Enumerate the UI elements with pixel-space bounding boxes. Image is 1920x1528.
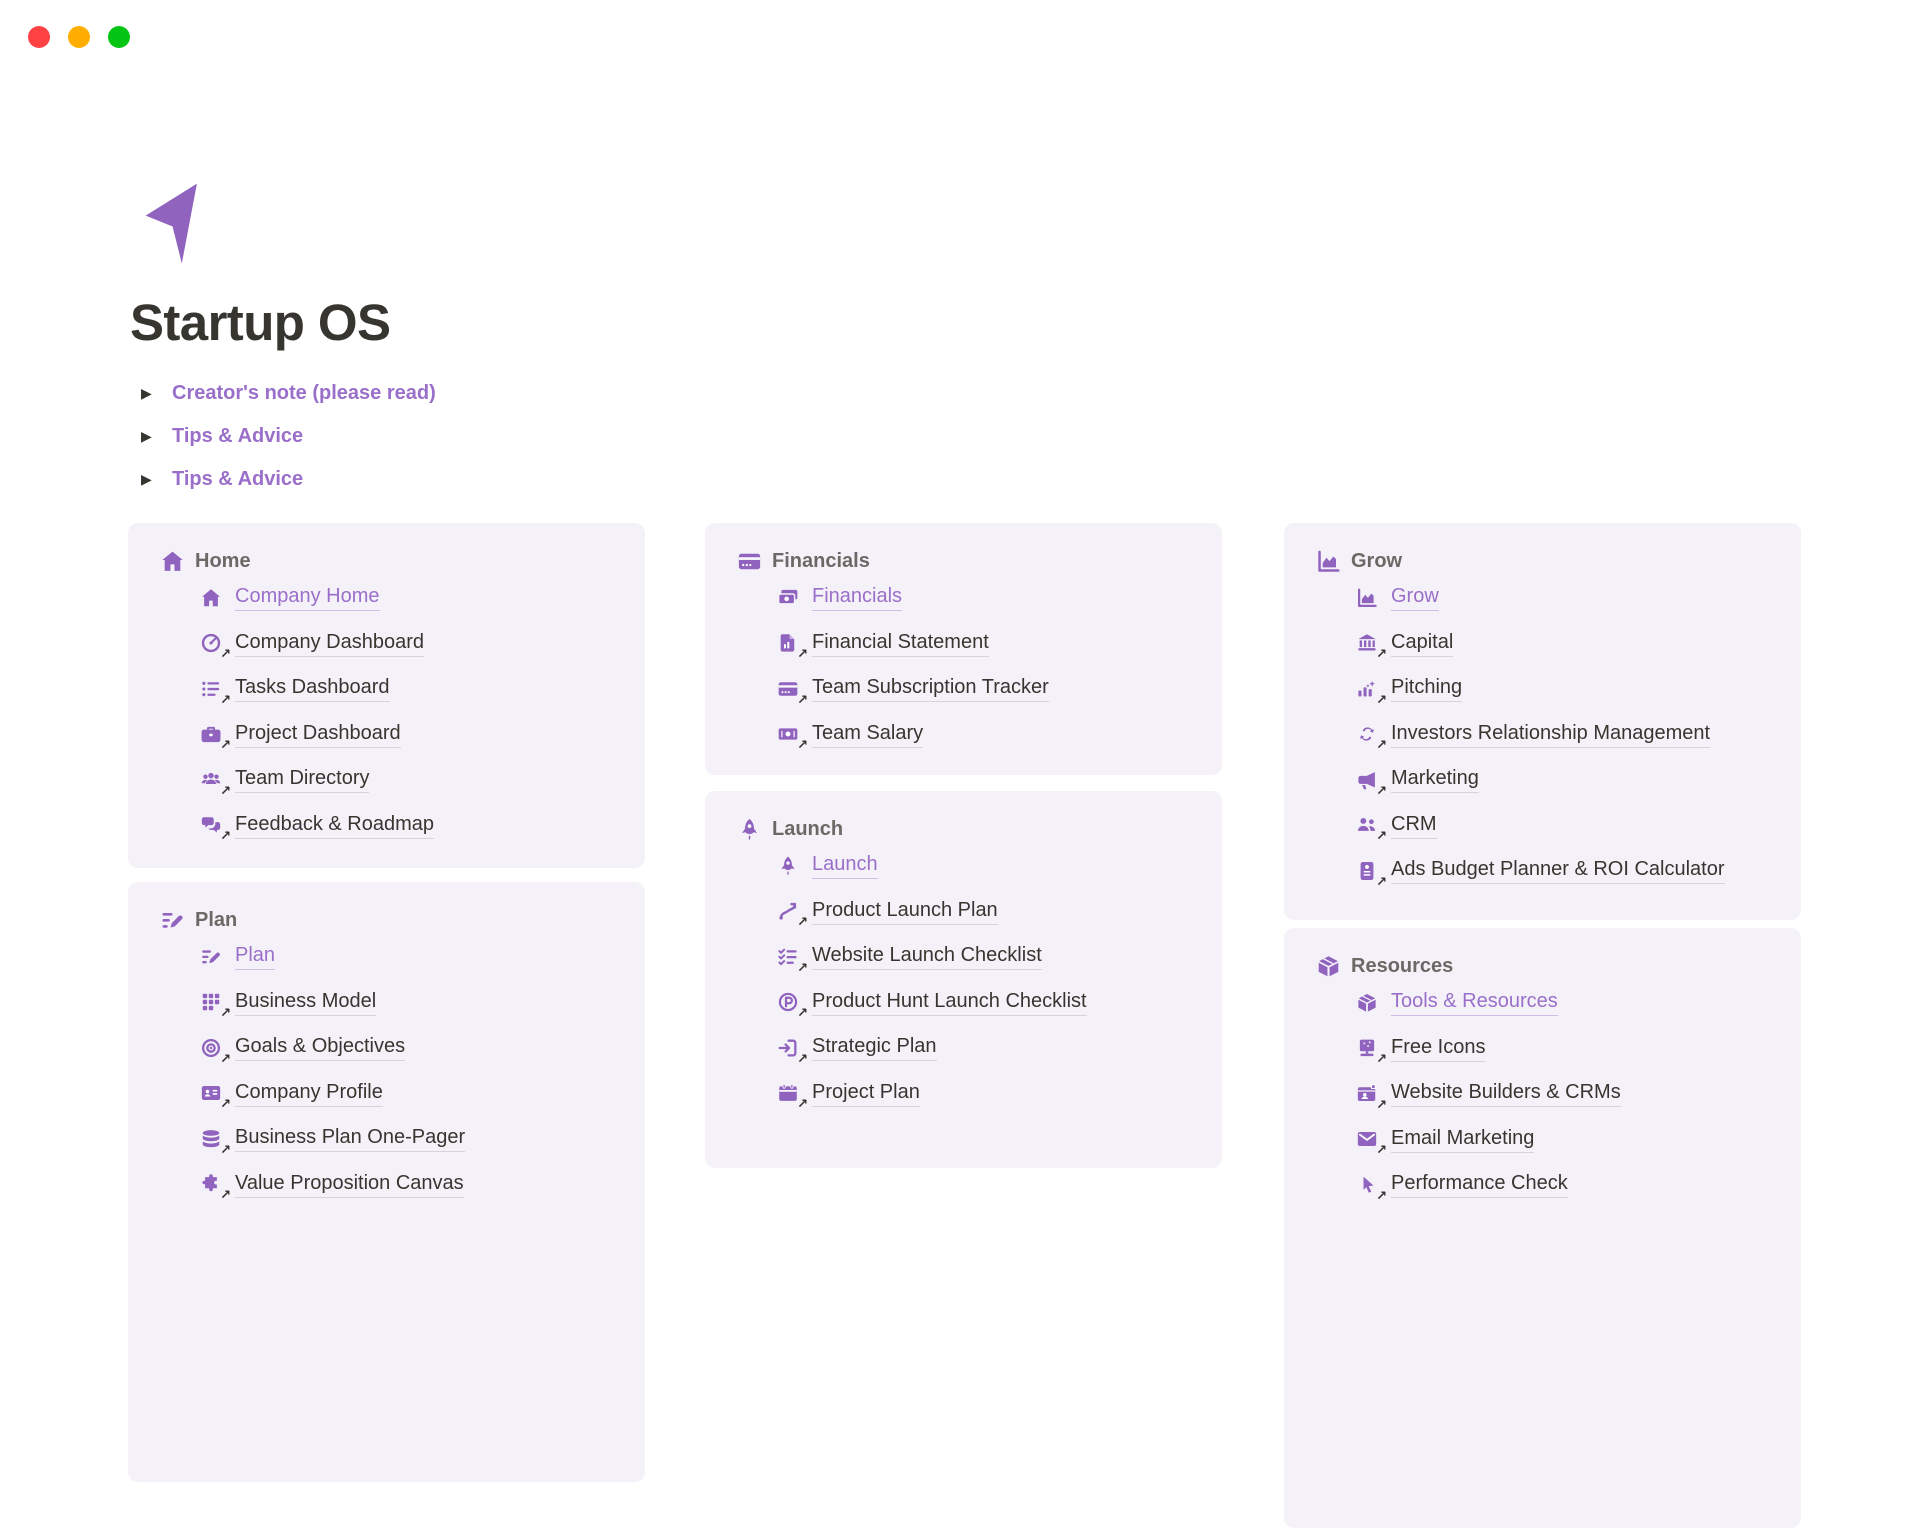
page-link-label: Tasks Dashboard (235, 675, 390, 702)
bank-icon (1356, 631, 1387, 663)
page-icon-paper-plane-icon[interactable] (142, 182, 230, 266)
page-link-product-hunt-launch-checklist[interactable] (777, 980, 1190, 1026)
link-arrow-icon: ↗ (220, 647, 231, 663)
toggle-list (141, 372, 436, 501)
page-link-team-subscription-tracker[interactable] (777, 666, 1190, 712)
page-link-label: Product Hunt Launch Checklist (812, 989, 1087, 1016)
window-controls (28, 26, 130, 48)
page-link-tools-resources[interactable] (1356, 980, 1769, 1026)
page-link-project-plan[interactable] (777, 1071, 1190, 1117)
column-1 (128, 523, 645, 1482)
link-arrow-icon: ↗ (797, 1006, 808, 1022)
page-link-label: Pitching (1391, 675, 1462, 702)
link-arrow-icon: ↗ (1376, 692, 1387, 708)
area-chart-icon (1356, 586, 1380, 610)
link-arrow-icon: ↗ (220, 783, 231, 799)
page-link-financial-statement[interactable] (777, 621, 1190, 667)
page-link-label: Grow (1391, 584, 1439, 611)
window-control-zoom[interactable] (108, 26, 130, 48)
page-link-label: Website Builders & CRMs (1391, 1080, 1621, 1107)
page-link-investors-relationship-management[interactable] (1356, 712, 1769, 758)
link-arrow-icon: ↗ (1376, 1097, 1387, 1113)
page-link-business-plan-one-pager[interactable] (200, 1116, 613, 1162)
house-icon (200, 586, 224, 610)
link-arrow-icon: ↗ (1376, 1052, 1387, 1068)
page-link-free-icons[interactable] (1356, 1026, 1769, 1072)
page-link-value-proposition-canvas[interactable] (200, 1162, 613, 1208)
page-link-label: Capital (1391, 630, 1453, 657)
link-arrow-icon: ↗ (220, 829, 231, 845)
toggle-tips-advice-1[interactable] (141, 415, 436, 458)
banknote-icon (777, 722, 808, 754)
page-link-financials[interactable] (777, 575, 1190, 621)
page-link-label: Investors Relationship Management (1391, 721, 1710, 748)
page-link-label: Company Home (235, 584, 380, 611)
card-header (1316, 952, 1769, 980)
window-control-close[interactable] (28, 26, 50, 48)
page-link-company-profile[interactable] (200, 1071, 613, 1117)
link-arrow-icon: ↗ (1376, 829, 1387, 845)
chat-bubbles-icon (200, 813, 231, 845)
window-control-minimize[interactable] (68, 26, 90, 48)
toggle-triangle-icon[interactable]: ▶ (141, 471, 152, 487)
grid-icon (200, 990, 231, 1022)
card-title: Plan (195, 908, 238, 931)
website-builder-icon (1356, 1082, 1387, 1113)
page-link-performance-check[interactable] (1356, 1162, 1769, 1208)
page-link-product-launch-plan[interactable] (777, 889, 1190, 935)
page-link-list (200, 575, 613, 848)
page-link-goals-objectives[interactable] (200, 1025, 613, 1071)
page-link-label: Financial Statement (812, 630, 989, 657)
rocket-icon (777, 854, 801, 878)
page-link-email-marketing[interactable] (1356, 1117, 1769, 1163)
people-icon (1356, 813, 1387, 845)
page-link-label: Ads Budget Planner & ROI Calculator (1391, 857, 1725, 884)
card-resources (1284, 928, 1801, 1528)
page-link-pitching[interactable] (1356, 666, 1769, 712)
puzzle-icon (200, 1172, 231, 1204)
page-link-label: Performance Check (1391, 1171, 1568, 1198)
link-arrow-icon: ↗ (220, 1142, 231, 1158)
list-pencil-icon (160, 908, 185, 933)
credit-card-icon (777, 677, 808, 708)
page-link-label: Company Profile (235, 1080, 383, 1107)
task-list-icon (200, 677, 231, 708)
page-link-list (777, 575, 1190, 757)
card-title: Financials (772, 549, 870, 572)
page-link-business-model[interactable] (200, 980, 613, 1026)
link-arrow-icon: ↗ (1376, 738, 1387, 754)
page-link-team-directory[interactable] (200, 757, 613, 803)
page-link-label: Product Launch Plan (812, 898, 998, 925)
page-link-list (200, 934, 613, 1207)
gauge-icon (200, 631, 231, 663)
page-title: Startup OS (130, 294, 391, 351)
page-link-label: Business Model (235, 989, 376, 1016)
document-chart-icon (777, 631, 808, 663)
toggle-label: Creator's note (please read) (172, 382, 436, 404)
megaphone-icon (1356, 768, 1387, 799)
toggle-label: Tips & Advice (172, 425, 304, 447)
link-arrow-icon: ↗ (797, 647, 808, 663)
card-title: Launch (772, 817, 844, 840)
card-header (160, 547, 613, 575)
toggle-creator-s-note-please-read-0[interactable] (141, 372, 436, 415)
page-link-list (1356, 575, 1769, 894)
ledger-book-icon (1356, 859, 1387, 890)
stamp-icon (1356, 1036, 1387, 1068)
link-arrow-icon: ↗ (797, 960, 808, 976)
briefcase-icon (200, 722, 231, 754)
link-arrow-icon: ↗ (220, 738, 231, 754)
page-link-label: Marketing (1391, 766, 1479, 793)
page-link-label: Launch (812, 852, 878, 879)
page-link-label: Team Directory (235, 766, 369, 793)
target-icon (200, 1036, 231, 1067)
card-launch (705, 791, 1222, 1168)
page-link-project-dashboard[interactable] (200, 712, 613, 758)
toggle-label: Tips & Advice (172, 468, 304, 490)
page-link-company-dashboard[interactable] (200, 621, 613, 667)
link-arrow-icon: ↗ (220, 1051, 231, 1067)
link-arrow-icon: ↗ (1376, 1143, 1387, 1159)
link-arrow-icon: ↗ (797, 692, 808, 708)
banknotes-icon (777, 586, 801, 610)
page-link-label: Company Dashboard (235, 630, 424, 657)
rocket-icon (737, 817, 762, 842)
page-link-label: Free Icons (1391, 1035, 1485, 1062)
page-link-label: Feedback & Roadmap (235, 812, 434, 839)
page-link-grow[interactable] (1356, 575, 1769, 621)
page-link-label: Financials (812, 584, 902, 611)
card-title: Resources (1351, 954, 1454, 977)
package-icon (1316, 954, 1341, 979)
page-link-label: Plan (235, 943, 275, 970)
link-arrow-icon: ↗ (797, 1051, 808, 1067)
page-link-launch[interactable] (777, 843, 1190, 889)
page-link-capital[interactable] (1356, 621, 1769, 667)
page-link-list (1356, 980, 1769, 1208)
card-grow (1284, 523, 1801, 920)
page-link-label: Business Plan One-Pager (235, 1125, 465, 1152)
page-link-label: CRM (1391, 812, 1437, 839)
page-link-label: Value Proposition Canvas (235, 1171, 464, 1198)
page-link-ads-budget-planner-roi-calculator[interactable] (1356, 848, 1769, 894)
card-title: Grow (1351, 549, 1403, 572)
card-title: Home (195, 549, 251, 572)
page-link-strategic-plan[interactable] (777, 1025, 1190, 1071)
credit-card-icon (737, 549, 762, 574)
page-link-label: Team Salary (812, 721, 923, 748)
card-header (160, 906, 613, 934)
checklist-icon (777, 945, 808, 976)
link-arrow-icon: ↗ (797, 1097, 808, 1113)
database-icon (200, 1127, 231, 1158)
toggle-triangle-icon[interactable]: ▶ (141, 428, 152, 444)
link-arrow-icon: ↗ (220, 1188, 231, 1204)
page-link-marketing[interactable] (1356, 757, 1769, 803)
card-header (737, 815, 1190, 843)
page-link-company-home[interactable] (200, 575, 613, 621)
link-arrow-icon: ↗ (1376, 1188, 1387, 1204)
card-plan (128, 882, 645, 1482)
presentation-chart-icon (1356, 677, 1387, 708)
envelope-icon (1356, 1127, 1387, 1159)
card-header (1316, 547, 1769, 575)
page-link-label: Website Launch Checklist (812, 943, 1042, 970)
link-arrow-icon: ↗ (220, 692, 231, 708)
card-home (128, 523, 645, 868)
page-link-team-salary[interactable] (777, 712, 1190, 758)
link-arrow-icon: ↗ (1376, 783, 1387, 799)
page-link-tasks-dashboard[interactable] (200, 666, 613, 712)
card-header (737, 547, 1190, 575)
page-link-label: Strategic Plan (812, 1034, 937, 1061)
people-group-icon (200, 768, 231, 799)
page-link-website-builders-crms[interactable] (1356, 1071, 1769, 1117)
column-2 (705, 523, 1222, 1168)
relationship-arrows-icon (1356, 722, 1387, 754)
page-link-label: Project Dashboard (235, 721, 401, 748)
sign-in-icon (777, 1036, 808, 1067)
page-link-label: Tools & Resources (1391, 989, 1558, 1016)
page-link-label: Goals & Objectives (235, 1034, 405, 1061)
product-hunt-icon (777, 990, 808, 1022)
page-link-crm[interactable] (1356, 803, 1769, 849)
id-card-icon (200, 1081, 231, 1113)
link-arrow-icon: ↗ (220, 1097, 231, 1113)
page-link-plan[interactable] (200, 934, 613, 980)
page-link-list (777, 843, 1190, 1116)
area-chart-icon (1316, 549, 1341, 574)
toggle-triangle-icon[interactable]: ▶ (141, 385, 152, 401)
link-arrow-icon: ↗ (797, 738, 808, 754)
page-link-website-launch-checklist[interactable] (777, 934, 1190, 980)
page-link-feedback-roadmap[interactable] (200, 803, 613, 849)
column-3 (1284, 523, 1801, 1528)
page-link-label: Email Marketing (1391, 1126, 1534, 1153)
cursor-click-icon (1356, 1173, 1387, 1204)
link-arrow-icon: ↗ (797, 915, 808, 931)
route-icon (777, 899, 808, 931)
calendar-icon (777, 1081, 808, 1113)
card-financials (705, 523, 1222, 775)
toggle-tips-advice-2[interactable] (141, 458, 436, 501)
link-arrow-icon: ↗ (1376, 874, 1387, 890)
list-pencil-icon (200, 945, 224, 969)
link-arrow-icon: ↗ (1376, 647, 1387, 663)
page-link-label: Project Plan (812, 1080, 920, 1107)
link-arrow-icon: ↗ (220, 1006, 231, 1022)
package-icon (1356, 991, 1380, 1015)
house-icon (160, 549, 185, 574)
page-link-label: Team Subscription Tracker (812, 675, 1049, 702)
